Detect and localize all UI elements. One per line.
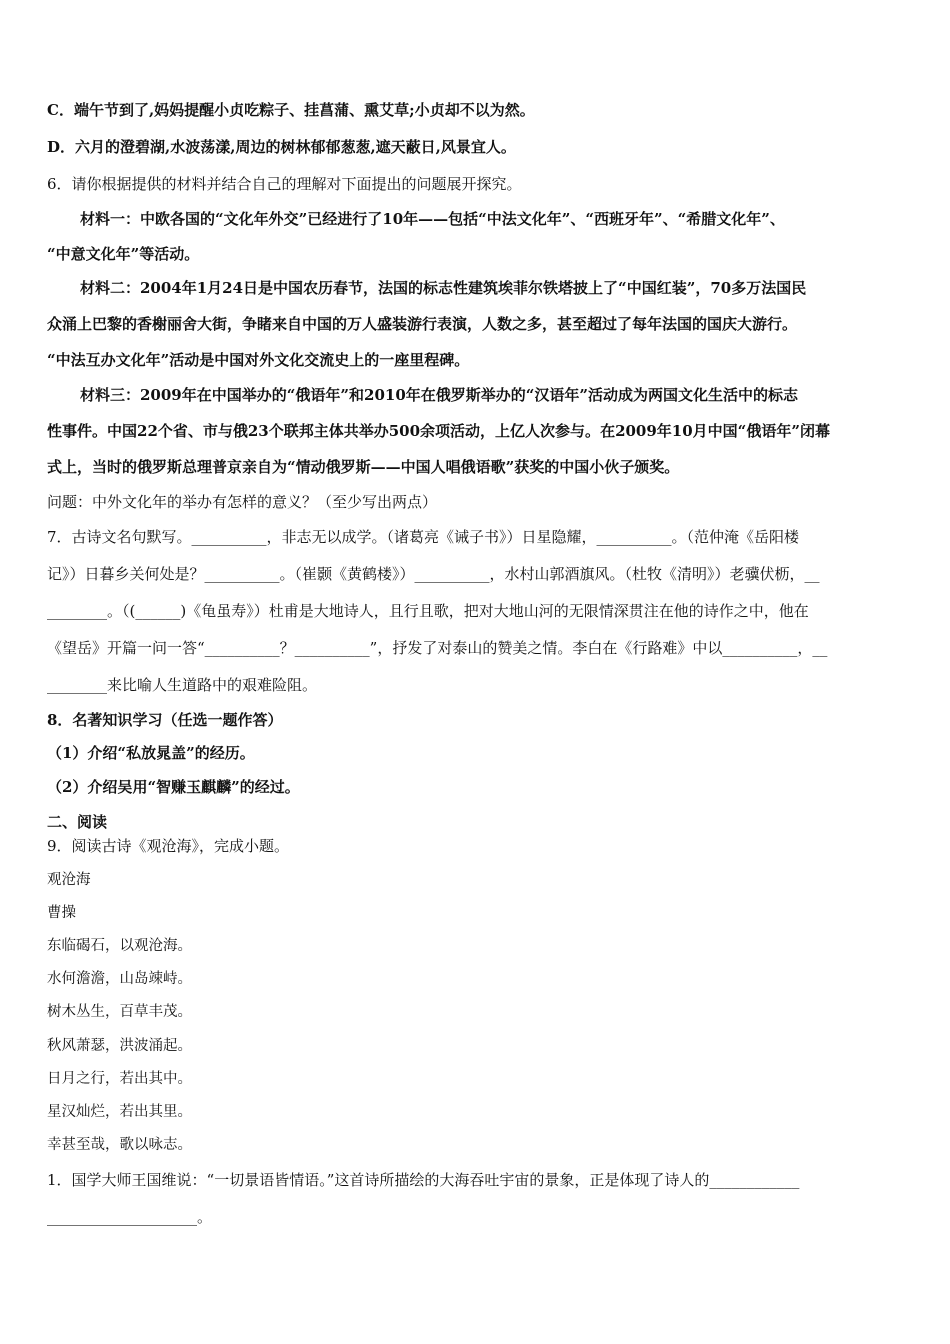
- q7-line3: ________。（(______)《龟虽寿》）杜甫是大地诗人，且行且歌，把对大地山河的无限情深贯注在他的诗作之中，他在: [47, 602, 809, 620]
- q6-material2-line1: 材料二：2004年1月24日是中国农历春节，法国的标志性建筑埃菲尔铁塔披上了“中国红装”，70多万法国民: [80, 279, 807, 297]
- q7-line1: 7．古诗文名句默写。__________，非志无以成学。（诸葛亮《诫子书》）日星隐耀，__________。（范仲淹《岳阳楼: [47, 528, 800, 546]
- q6-material2-line3: “中法互办文化年”活动是中国对外文化交流史上的一座里程碑。: [47, 351, 470, 369]
- q6-material2-line2: 众涌上巴黎的香榭丽舍大街，争睹来自中国的万人盛装游行表演，人数之多，甚至超过了每年法国的国庆大游行。: [47, 315, 798, 333]
- q7-line4: 《望岳》开篇一问一答“__________？__________”，抒发了对泰山的赞美之情。李白在《行路难》中以__________，__: [47, 639, 828, 657]
- q7-line2: 记》）日暮乡关何处是？__________。（崔颢《黄鹤楼》）__________，水村山郭酒旗风。（杜牧《清明》）老骥伏枥，__: [47, 565, 820, 583]
- poem-author: 曹操: [47, 905, 76, 921]
- poem-line: 树木丛生，百草丰茂。: [47, 1004, 192, 1020]
- option-d: D．六月的澄碧湖,水波荡漾,周边的树林郁郁葱葱,遮天蔽日,风景宜人。: [47, 138, 516, 156]
- q6-material3-line3: 式上，当时的俄罗斯总理普京亲自为“情动俄罗斯——中国人唱俄语歌”获奖的中国小伙子颁奖。: [47, 458, 680, 476]
- poem-line: 幸甚至哉，歌以咏志。: [47, 1137, 192, 1153]
- poem-line: 星汉灿烂，若出其里。: [47, 1104, 192, 1120]
- q8-stem: 8．名著知识学习（任选一题作答）: [47, 711, 283, 729]
- q9-sub1-line1: 1．国学大师王国维说：“一切景语皆情语。”这首诗所描绘的大海吞吐宇宙的景象，正是体现了诗人的____________: [47, 1171, 800, 1189]
- q6-question: 问题：中外文化年的举办有怎样的意义？（至少写出两点）: [47, 493, 438, 511]
- poem-line: 水何澹澹，山岛竦峙。: [47, 971, 192, 987]
- poem-line: 东临碣石，以观沧海。: [47, 938, 192, 954]
- option-c: C．端午节到了,妈妈提醒小贞吃粽子、挂菖蒲、熏艾草;小贞却不以为然。: [47, 101, 535, 119]
- q8-item2: （2）介绍吴用“智赚玉麒麟”的经过。: [47, 778, 300, 796]
- q6-stem: 6．请你根据提供的材料并结合自己的理解对下面提出的问题展开探究。: [47, 175, 522, 193]
- poem-line: 秋风萧瑟，洪波涌起。: [47, 1038, 192, 1054]
- q9-stem: 9．阅读古诗《观沧海》，完成小题。: [47, 837, 290, 855]
- q6-material1-line2: “中意文化年”等活动。: [47, 245, 200, 263]
- q9-sub1-line2: ____________________。: [47, 1208, 213, 1226]
- q6-material3-line1: 材料三：2009年在中国举办的“俄语年”和2010年在俄罗斯举办的“汉语年”活动成为两国文化生活中的标志: [80, 386, 799, 404]
- q6-material3-line2: 性事件。中国22个省、市与俄23个联邦主体共举办500余项活动，上亿人次参与。在2009年10月中国“俄语年”闭幕: [47, 422, 830, 440]
- q6-material1-line1: 材料一：中欧各国的“文化年外交”已经进行了10年——包括“中法文化年”、“西班牙年”、“希腊文化年”、: [80, 210, 785, 228]
- section-heading-reading: 二、阅读: [47, 813, 108, 831]
- q8-item1: （1）介绍“私放晁盖”的经历。: [47, 744, 255, 762]
- poem-title: 观沧海: [47, 872, 91, 888]
- q7-line5: ________来比喻人生道路中的艰难险阻。: [47, 676, 318, 694]
- poem-line: 日月之行，若出其中。: [47, 1071, 192, 1087]
